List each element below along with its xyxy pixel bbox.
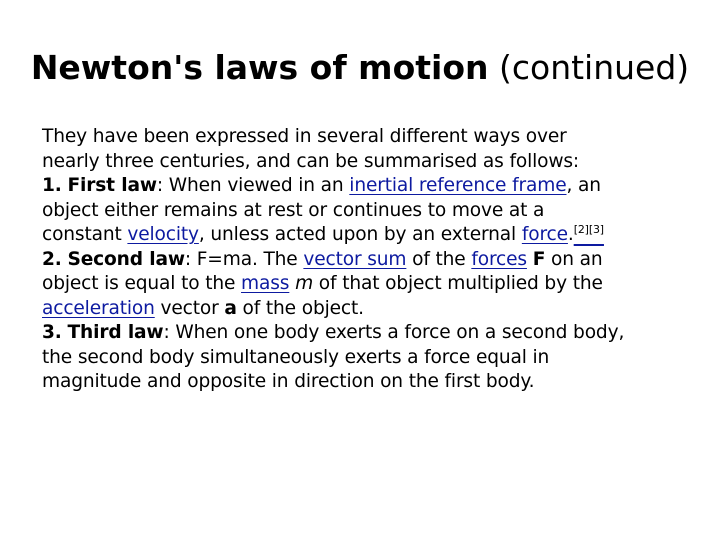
line8-text-1: vector: [154, 297, 225, 319]
line5-period: .: [567, 224, 574, 245]
line5-text-2: , unless acted upon by an external: [198, 224, 522, 245]
body-line-10: the second body simultaneously exerts a force equal in: [42, 346, 550, 368]
first-law-heading: First law: [67, 175, 157, 196]
force-link[interactable]: force: [521, 224, 568, 245]
force-symbol: F: [532, 248, 546, 270]
third-law-heading: Third law: [67, 322, 164, 343]
slide-body: [42, 125, 692, 395]
mass-symbol: m: [295, 273, 314, 294]
body-line-8: [42, 297, 692, 322]
second-law-text-3: on an: [545, 248, 603, 270]
second-law-text-2: of the: [406, 248, 472, 270]
third-law-number: 3.: [42, 322, 62, 343]
line8-text-2: of the object.: [236, 297, 364, 319]
acceleration-link[interactable]: acceleration: [42, 297, 155, 319]
acceleration-symbol: a: [224, 297, 237, 319]
inertial-reference-frame-link[interactable]: inertial reference frame: [349, 175, 567, 196]
vector-sum-link[interactable]: vector sum: [303, 248, 407, 270]
line7-text-2: of that object multiplied by the: [313, 273, 603, 294]
third-law-text: : When one body exerts a force on a second body,: [163, 322, 625, 343]
third-law-line: [42, 321, 692, 346]
body-line-7: [42, 272, 692, 297]
forces-link[interactable]: forces: [471, 248, 527, 270]
first-law-text-end: , an: [566, 175, 601, 196]
slide-title: [0, 44, 720, 92]
second-law-number: 2.: [42, 248, 62, 270]
first-law-text: : When viewed in an: [156, 175, 350, 196]
title-bold: Newton's laws of motion: [30, 48, 489, 87]
first-law-number: 1.: [42, 175, 62, 196]
second-law-heading: Second law: [67, 248, 185, 270]
title-rest: (continued): [499, 48, 690, 87]
line7-text-1: object is equal to the: [42, 273, 242, 294]
body-line-4: object either remains at rest or continues to move at a: [42, 199, 545, 221]
citation-2-3[interactable]: [2][3]: [573, 223, 604, 236]
body-line-2: nearly three centuries, and can be summarised as follows:: [42, 150, 580, 172]
velocity-link[interactable]: velocity: [127, 224, 199, 245]
body-line-11: magnitude and opposite in direction on the first body.: [42, 371, 535, 392]
line5-text-1: constant: [42, 224, 128, 245]
second-law-line: [42, 248, 692, 273]
body-line-5: [42, 223, 692, 248]
first-law-line: [42, 174, 692, 199]
body-line-1: They have been expressed in several different ways over: [42, 126, 567, 147]
mass-link[interactable]: mass: [241, 273, 290, 294]
second-law-text: : F=ma. The: [184, 248, 304, 270]
